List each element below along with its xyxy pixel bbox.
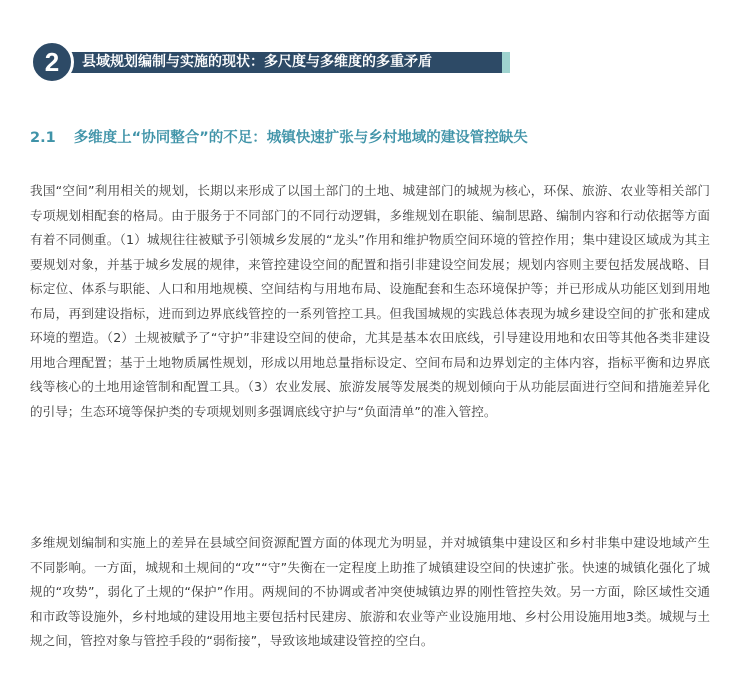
chapter-number-badge: 2 [30, 40, 74, 84]
banner-accent-stripe [502, 52, 510, 73]
chapter-title: 县域规划编制与实施的现状：多尺度与多维度的多重矛盾 [82, 54, 432, 70]
body-paragraph-1: 我国“空间”利用相关的规划，长期以来形成了以国土部门的土地、城建部门的城规为核心，环保、旅游、农业等相关部门专项规划相配套的格局。由于服务于不同部门的不同行动逻辑，多维规划在职能、编制思路、编制内容和行动依据等方面有着不同侧重。（1）城规往往被赋予引领城乡发展的“龙头”作用和维护物质空间环境的管控作用；集中建设区域成为其主要规划对象，并基于城乡发展的规律，来管控建设空间的配置和指引非建设空间发展；规划内容则主要包括发展战略、目标定位、体系与职能、人口和用地规模、空间结构与用地布局、设施配套和生态环境保护等；并已形成从功能区划到用地布局，再到建设指标，进而到边界底线管控的一系列管控工具。但我国城规的实践总体表现为城乡建设空间的扩张和建成环境的塑造。（2）土规被赋予了“守护”非建设空间的使命，尤其是基本农田底线，引导建设用地和农田等其他各类非建设用地合理配置；基于土地物质属性规划，形成以用地总量指标设定、空间布局和边界划定的主体内容，指标平衡和边界底线等核心的土地用途管制和配置工具。（3）农业发展、旅游发展等发展类的规划倾向于从功能层面进行空间和措施差异化的引导；生态环境等保护类的专项规划则多强调底线守护与“负面清单”的准入管控。 [30, 183, 710, 419]
section-banner [30, 40, 510, 86]
section-number: 2.1 [30, 130, 56, 146]
body-paragraph-2: 多维规划编制和实施上的差异在县域空间资源配置方面的体现尤为明显，并对城镇集中建设区和乡村非集中建设地域产生不同影响。一方面，城规和土规间的“攻”“守”失衡在一定程度上助推了城镇建设空间的快速扩张。快速的城镇化强化了城规的“攻势”，弱化了土规的“保护”作用。两规间的不协调或者冲突使城镇边界的刚性管控失效。另一方面，除区域性交通和市政等设施外，乡村地域的建设用地主要包括村民建房、旅游和农业等产业设施用地、乡村公用设施用地3类。城规与土规之间，管控对象与管控手段的“弱衔接”，导致该地域建设管控的空白。 [30, 535, 710, 648]
section-heading [30, 126, 720, 147]
section-title: 多维度上“协同整合”的不足：城镇快速扩张与乡村地域的建设管控缺失 [73, 130, 528, 146]
